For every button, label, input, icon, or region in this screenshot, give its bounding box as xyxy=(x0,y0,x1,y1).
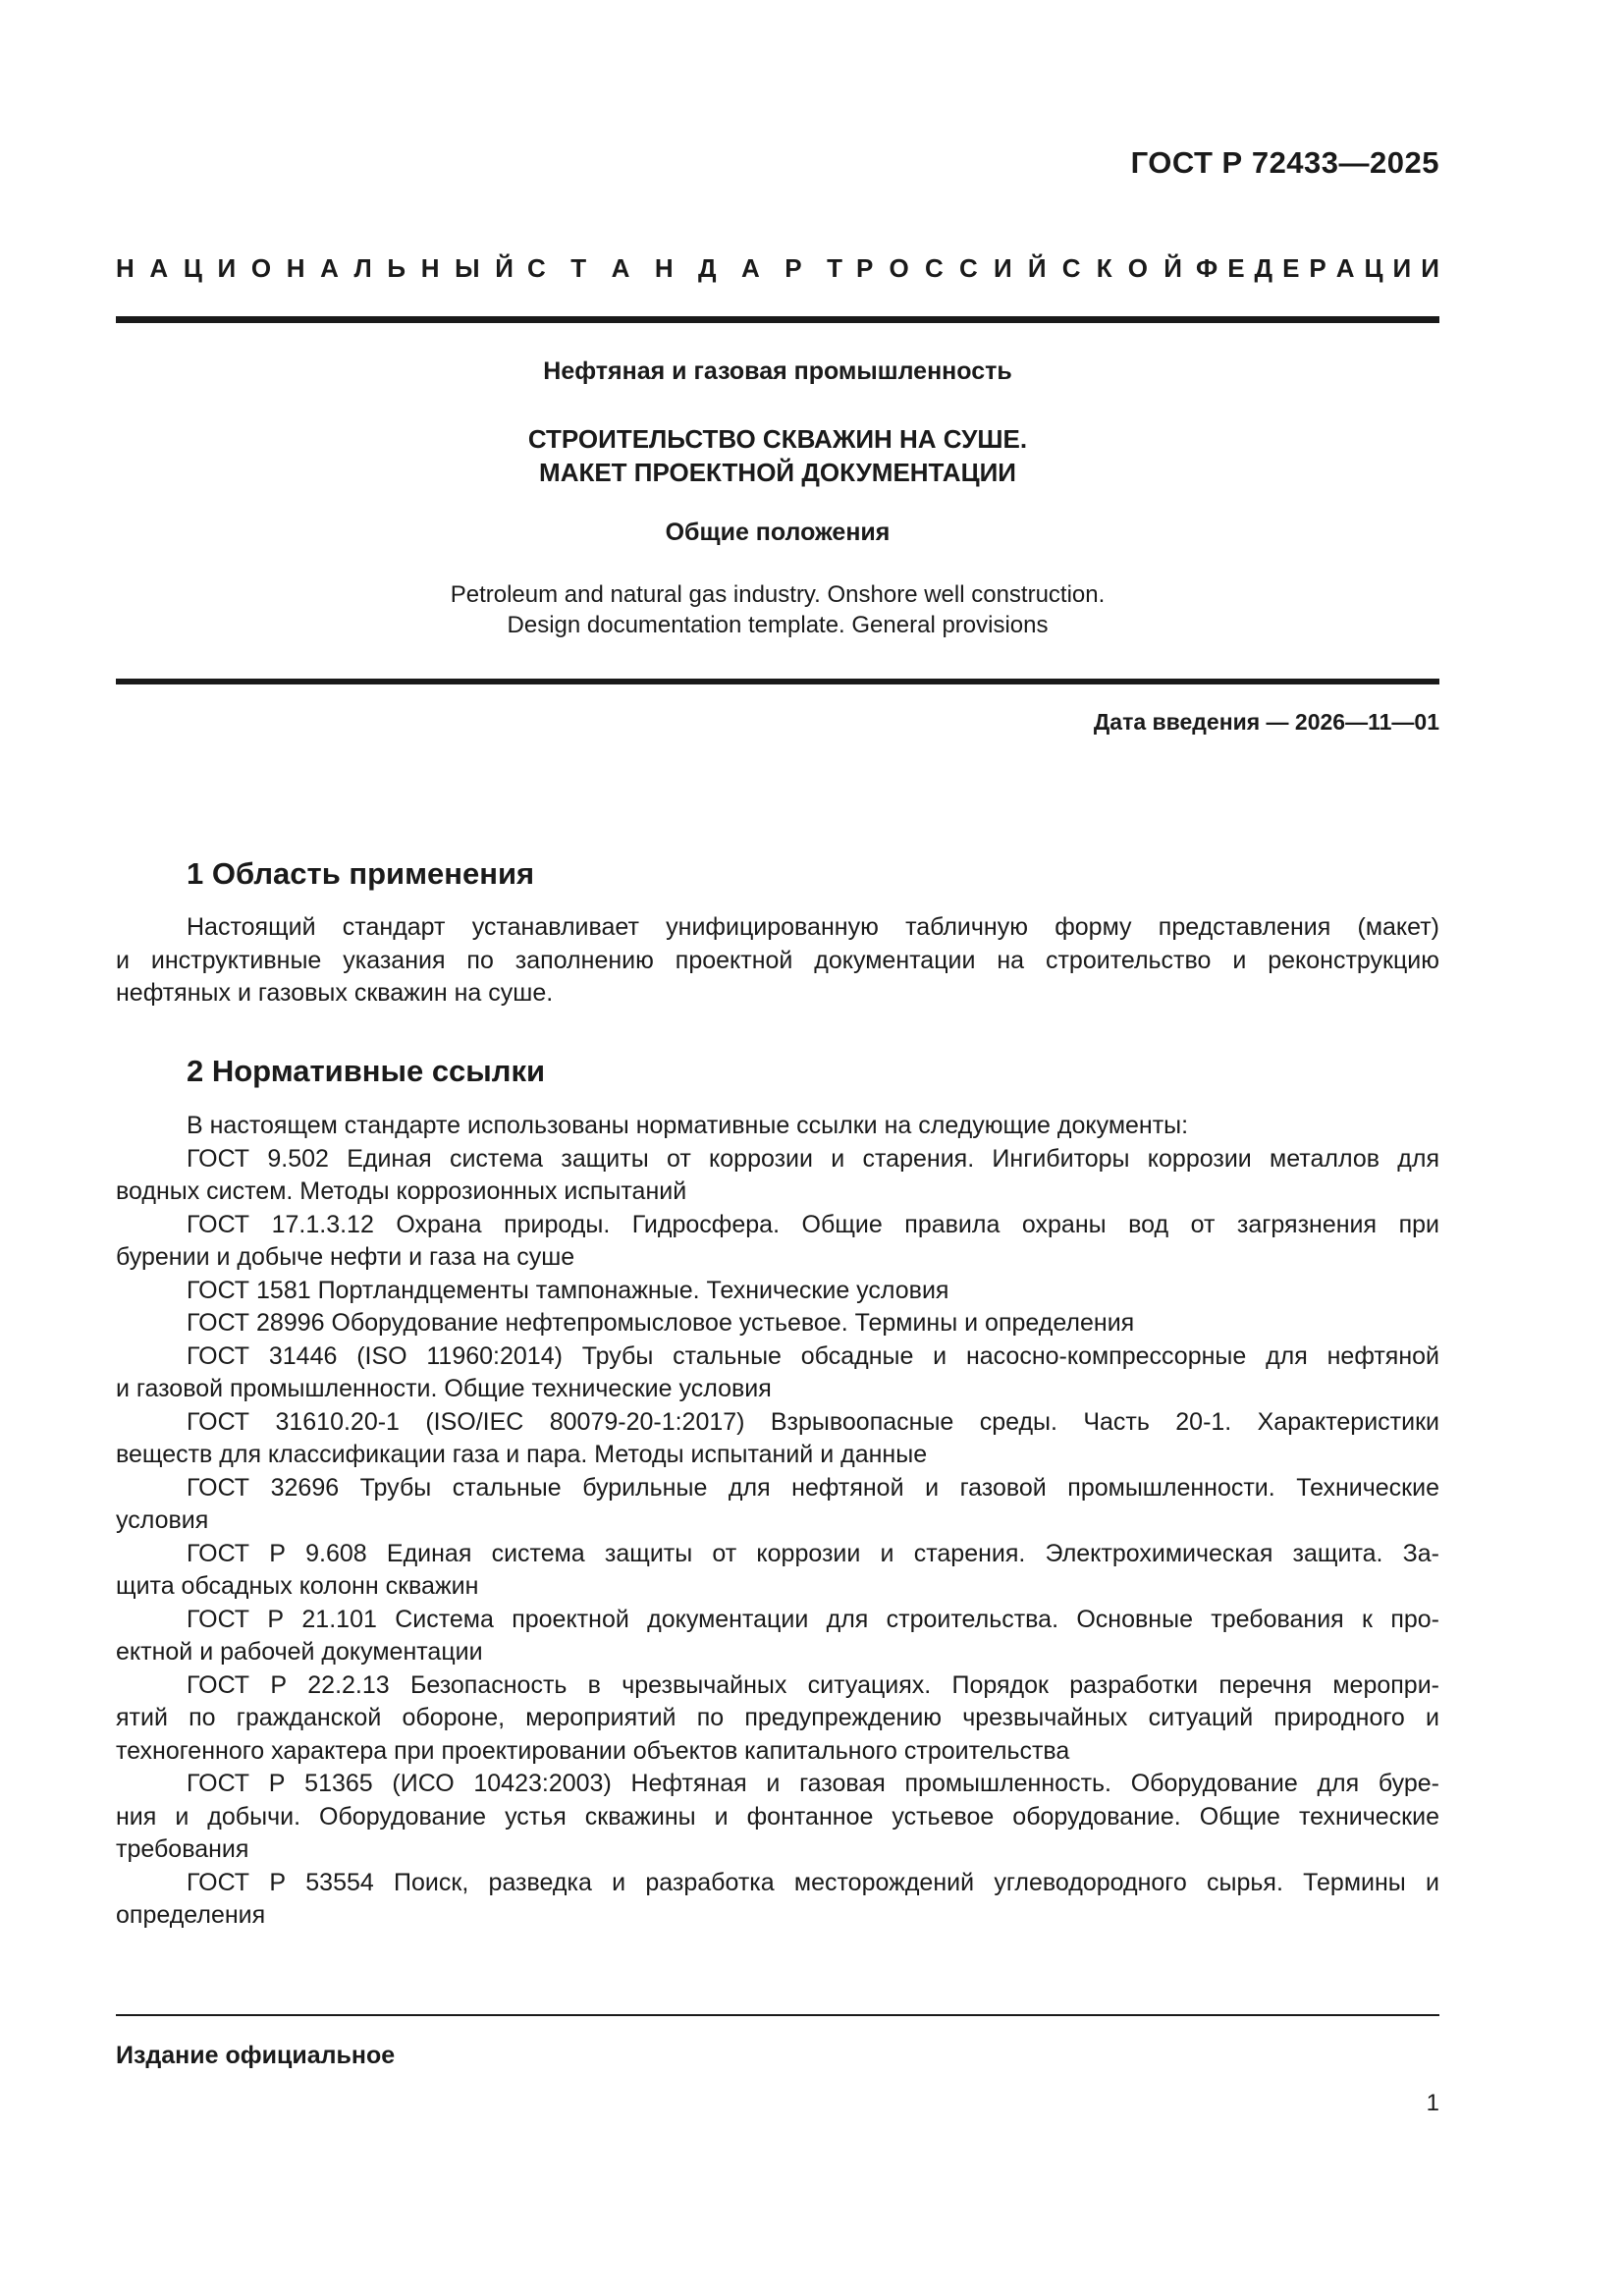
main-title-line-1: СТРОИТЕЛЬСТВО СКВАЖИН НА СУШЕ. xyxy=(527,424,1028,454)
section-1-body xyxy=(116,911,1439,1011)
english-title xyxy=(116,579,1439,640)
reference-item-line: ГОСТ Р 53554 Поиск, разведка и разработка месторождений углеводородного сырья. Термины и xyxy=(187,1868,1439,1896)
official-edition-label: Издание официальное xyxy=(116,2042,396,2069)
section-1-heading: 1 Область применения xyxy=(187,856,535,891)
reference-item-line: ятий по гражданской обороне, мероприятий по предупреждению чрезвычайных ситуаций природного и xyxy=(116,1704,1439,1731)
section-2-body xyxy=(116,1110,1439,1933)
reference-item-line: ГОСТ 17.1.3.12 Охрана природы. Гидросфера. Общие правила охраны вод от загрязнения при xyxy=(187,1210,1439,1238)
reference-item xyxy=(116,1604,1439,1669)
footer-rule xyxy=(116,2014,1439,2016)
reference-item-line: ГОСТ 31446 (ISO 11960:2014) Трубы стальные обсадные и насосно-компрессорные для нефтяной xyxy=(187,1341,1439,1370)
reference-item xyxy=(116,1307,1439,1340)
reference-item-line: ГОСТ Р 21.101 Система проектной документации для строительства. Основные требования к про- xyxy=(187,1605,1439,1633)
reference-item-line: техногенного характера при проектировании объектов капитального строительства xyxy=(116,1736,1070,1765)
reference-item-line: требования xyxy=(116,1835,249,1863)
reference-item-line: ГОСТ 32696 Трубы стальные бурильные для нефтяной и газовой промышленности. Технические xyxy=(187,1473,1439,1502)
scope-paragraph-line: нефтяных и газовых скважин на суше. xyxy=(116,979,554,1007)
main-title-line-2: МАКЕТ ПРОЕКТНОЙ ДОКУМЕНТАЦИИ xyxy=(539,458,1016,487)
national-banner-word: Н А Ц И О Н А Л Ь Н Ы Й xyxy=(116,253,514,283)
standard-main-title xyxy=(116,422,1439,489)
reference-item-line: бурении и добыче нефти и газа на суше xyxy=(116,1243,575,1271)
header-rule-bottom xyxy=(116,679,1439,684)
scope-paragraph xyxy=(116,911,1439,1011)
reference-item-line: ния и добычи. Оборудование устья скважины и фонтанное устьевое оборудование. Общие технические xyxy=(116,1802,1439,1831)
reference-item xyxy=(116,1768,1439,1867)
reference-item-line: и газовой промышленности. Общие технические условия xyxy=(116,1375,772,1402)
national-banner-word: Ф Е Д Е Р А Ц И И xyxy=(1196,253,1439,283)
english-title-line-2: Design documentation template. General provisions xyxy=(507,612,1049,638)
reference-item-line: ГОСТ 1581 Портландцементы тампонажные. Технические условия xyxy=(187,1276,949,1304)
reference-item-line: ектной и рабочей документации xyxy=(116,1638,483,1666)
national-standard-banner xyxy=(116,253,1439,284)
section-2-heading: 2 Нормативные ссылки xyxy=(187,1054,546,1088)
reference-item xyxy=(116,1669,1439,1769)
scope-paragraph-line: и инструктивные указания по заполнению проектной документации на строительство и реконструкцию xyxy=(116,946,1439,974)
page-number: 1 xyxy=(1426,2090,1439,2116)
reference-item-line: условия xyxy=(116,1506,209,1534)
reference-item-line: ГОСТ 31610.20-1 (ISO/IEC 80079-20-1:2017) Взрывоопасные среды. Часть 20-1. Характеристики xyxy=(187,1407,1439,1436)
reference-item xyxy=(116,1143,1439,1209)
reference-item-line: веществ для классификации газа и пара. Методы испытаний и данные xyxy=(116,1441,928,1468)
industry-title: Нефтяная и газовая промышленность xyxy=(543,357,1012,385)
document-number: ГОСТ Р 72433—2025 xyxy=(1130,145,1439,180)
reference-item xyxy=(116,1275,1439,1308)
introduction-date: Дата введения — 2026—11—01 xyxy=(1093,709,1439,735)
reference-item-line: водных систем. Методы коррозионных испытаний xyxy=(116,1177,687,1205)
reference-item xyxy=(116,1209,1439,1275)
references-intro: В настоящем стандарте использованы нормативные ссылки на следующие документы: xyxy=(187,1112,1189,1139)
reference-item-line: ГОСТ Р 51365 (ИСО 10423:2003) Нефтяная и газовая промышленность. Оборудование для буре- xyxy=(187,1770,1439,1797)
reference-item-line: ГОСТ Р 22.2.13 Безопасность в чрезвычайных ситуациях. Порядок разработки перечня меропри- xyxy=(187,1670,1439,1699)
reference-item-line: щита обсадных колонн скважин xyxy=(116,1572,479,1600)
header-rule-top xyxy=(116,316,1439,323)
scope-paragraph-line: Настоящий стандарт устанавливает унифицированную табличную форму представления (макет) xyxy=(187,913,1439,941)
reference-item-line: ГОСТ Р 9.608 Единая система защиты от коррозии и старения. Электрохимическая защита. За- xyxy=(187,1539,1439,1567)
reference-item xyxy=(116,1867,1439,1933)
reference-item xyxy=(116,1340,1439,1406)
reference-item xyxy=(116,1472,1439,1538)
reference-item-line: определения xyxy=(116,1901,266,1929)
standard-subtitle: Общие положения xyxy=(665,519,891,546)
reference-item xyxy=(116,1538,1439,1604)
national-banner-word: Р О С С И Й С К О Й xyxy=(856,253,1182,283)
national-banner-word: С Т А Н Д А Р Т xyxy=(527,253,842,283)
english-title-line-1: Petroleum and natural gas industry. Onshore well construction. xyxy=(450,581,1106,608)
reference-item xyxy=(116,1406,1439,1472)
reference-item-line: ГОСТ 28996 Оборудование нефтепромысловое устьевое. Термины и определения xyxy=(187,1309,1135,1337)
reference-item-line: ГОСТ 9.502 Единая система защиты от коррозии и старения. Ингибиторы коррозии металлов для xyxy=(187,1144,1439,1173)
